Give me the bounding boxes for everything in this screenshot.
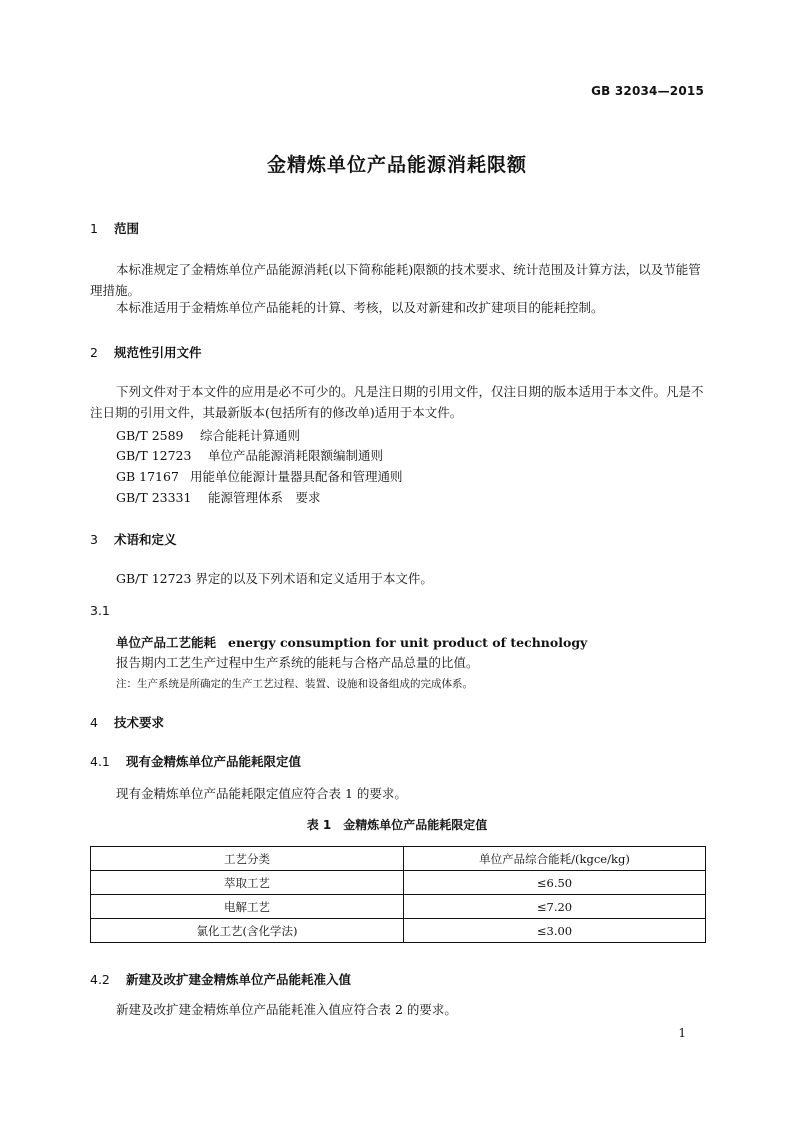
section-3-para: GB/T 12723 界定的以及下列术语和定义适用于本文件。 (116, 571, 433, 586)
table-cell: 电解工艺 (91, 895, 404, 919)
term-note: 注：生产系统是所确定的生产工艺过程、装置、设施和设备组成的完成体系。 (116, 678, 473, 690)
section-4-heading (90, 713, 164, 731)
table-header-cell: 工艺分类 (91, 847, 404, 871)
section-title: 范围 (113, 221, 139, 236)
reference-code: GB/T 12723 (116, 448, 192, 463)
section-number: 1 (90, 221, 98, 236)
table-cell: ≤3.00 (404, 919, 706, 943)
section-1-heading (90, 219, 139, 237)
subsection-number: 3.1 (90, 603, 110, 618)
term-entry (116, 633, 587, 651)
section-1-para-1: 本标准规定了金精炼单位产品能源消耗(以下简称能耗)限额的技术要求、统计范围及计算方法，以及节能管理措施。 (90, 262, 701, 298)
reference-code: GB 17167 (116, 469, 179, 484)
subsection-4-1-heading (90, 752, 301, 770)
subsection-title: 新建及改扩建金精炼单位产品能耗准入值 (125, 972, 351, 987)
table-cell: 氯化工艺(含化学法) (91, 919, 404, 943)
reference-item (116, 467, 403, 485)
table-row (91, 895, 706, 919)
section-title: 技术要求 (113, 715, 164, 730)
table-cell: ≤7.20 (404, 895, 706, 919)
subsection-number: 4.1 (90, 754, 110, 769)
reference-item (116, 446, 383, 464)
section-title: 规范性引用文件 (113, 345, 202, 360)
term-definition: 报告期内工艺生产过程中生产系统的能耗与合格产品总量的比值。 (116, 655, 479, 670)
page-number: 1 (678, 1026, 686, 1040)
section-3-heading (90, 530, 177, 548)
section-1-para-2: 本标准适用于金精炼单位产品能耗的计算、考核，以及对新建和改扩建项目的能耗控制。 (116, 300, 604, 315)
subsection-4-2-heading (90, 970, 351, 988)
reference-code: GB/T 23331 (116, 490, 192, 505)
table-row (91, 919, 706, 943)
section-2-heading (90, 343, 202, 361)
subsection-4-2-para: 新建及改扩建金精炼单位产品能耗准入值应符合表 2 的要求。 (116, 1002, 457, 1017)
subsection-4-1-para: 现有金精炼单位产品能耗限定值应符合表 1 的要求。 (116, 786, 407, 801)
term-chinese: 单位产品工艺能耗 (116, 635, 217, 650)
section-number: 4 (90, 715, 98, 730)
reference-title: 综合能耗计算通则 (200, 428, 301, 443)
table-header-cell: 单位产品综合能耗/(kgce/kg) (404, 847, 706, 871)
reference-item (116, 488, 321, 506)
table-header-row (91, 847, 706, 871)
table-row (91, 871, 706, 895)
term-english: energy consumption for unit product of technology (228, 635, 588, 650)
reference-title: 能源管理体系 要求 (208, 490, 321, 505)
subsection-title: 现有金精炼单位产品能耗限定值 (125, 754, 301, 769)
section-number: 2 (90, 345, 98, 360)
reference-title: 用能单位能源计量器具配备和管理通则 (190, 469, 403, 484)
standard-number: GB 32034—2015 (591, 84, 704, 98)
section-title: 术语和定义 (113, 532, 177, 547)
energy-limit-table (90, 846, 706, 943)
section-2-para: 下列文件对于本文件的应用是必不可少的。凡是注日期的引用文件，仅注日期的版本适用于本文件。凡是不注日期的引用文件，其最新版本(包括所有的修改单)适用于本文件。 (90, 384, 704, 420)
section-number: 3 (90, 532, 98, 547)
reference-code: GB/T 2589 (116, 428, 184, 443)
table-caption: 表 1 金精炼单位产品能耗限定值 (306, 818, 488, 832)
table-cell: 萃取工艺 (91, 871, 404, 895)
table-cell: ≤6.50 (404, 871, 706, 895)
reference-item (116, 426, 300, 444)
subsection-number: 4.2 (90, 972, 110, 987)
reference-title: 单位产品能源消耗限额编制通则 (208, 448, 384, 463)
document-title: 金精炼单位产品能源消耗限额 (266, 154, 527, 176)
